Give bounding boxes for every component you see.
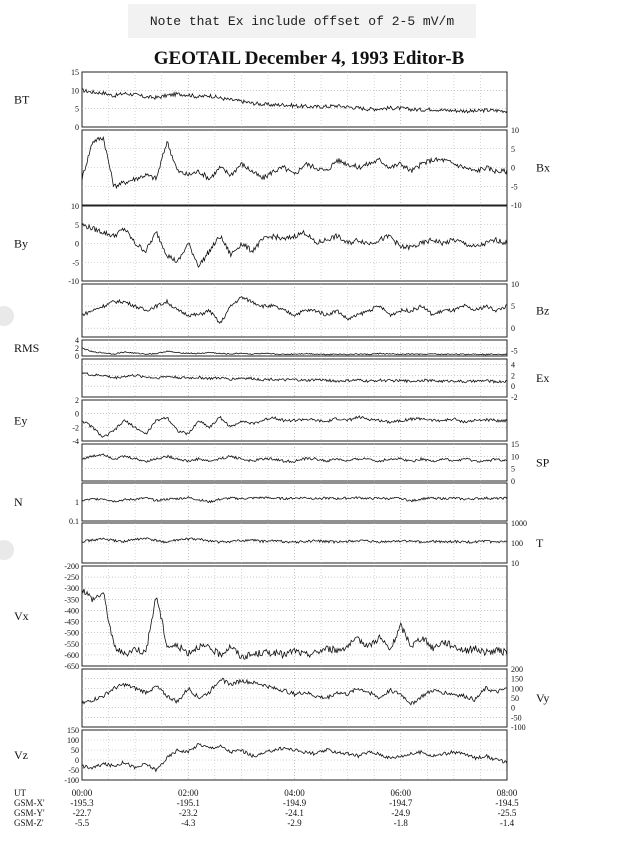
- offset-note: Note that Ex include offset of 2-5 mV/m: [128, 4, 476, 38]
- tick-label-bt: 0: [75, 123, 79, 132]
- x-tick-label: 02:00: [177, 788, 199, 798]
- panel-label-bz: Bz: [536, 303, 550, 318]
- tick-label-n: 0.1: [69, 517, 79, 526]
- tick-label-by: 5: [75, 220, 79, 230]
- footer-row-label: GSM-Z': [14, 818, 44, 828]
- footer-value: -5.5: [74, 818, 90, 828]
- tick-label-bx: 10: [511, 126, 519, 135]
- footer-row-label: GSM-Y': [14, 808, 45, 818]
- panel-bx: [82, 130, 507, 205]
- panel-label-by: By: [14, 236, 29, 251]
- tick-label-bt: 15: [71, 68, 79, 77]
- x-tick-label: 04:00: [284, 788, 305, 798]
- x-tick-label: 00:00: [71, 788, 93, 798]
- tick-label-rms: 0: [75, 352, 79, 361]
- panel-bt: [82, 72, 507, 127]
- tick-label-vz: 150: [67, 726, 79, 735]
- footer-value: -1.4: [499, 818, 515, 828]
- footer-value: -25.5: [497, 808, 517, 818]
- tick-label-sp: 5: [511, 464, 515, 474]
- panel-label-rms: RMS: [14, 341, 40, 355]
- panel-rms: [82, 340, 507, 356]
- tick-label-ey: -4: [72, 437, 79, 446]
- tick-label-t: 10: [511, 559, 519, 568]
- footer-row-label: GSM-X': [14, 798, 45, 808]
- tick-label-vx: -400: [64, 606, 79, 616]
- panel-bz: [82, 284, 507, 337]
- tick-label-sp: 10: [511, 452, 519, 462]
- tick-label-ex: 0: [511, 382, 515, 392]
- tick-label-vx: -250: [64, 573, 79, 583]
- tick-label-bz: 5: [511, 302, 515, 312]
- footer-value: -1.8: [393, 818, 408, 828]
- tick-label-vx: -650: [64, 662, 79, 671]
- footer-value: -23.2: [178, 808, 198, 818]
- tick-label-vx: -500: [64, 628, 79, 638]
- panel-t: [82, 523, 507, 563]
- tick-label-vy: 50: [511, 694, 519, 703]
- x-tick-label: 08:00: [496, 788, 518, 798]
- tick-label-bx: -5: [511, 182, 518, 192]
- series-line-rms: [82, 348, 507, 355]
- tick-label-by: 0: [75, 239, 79, 249]
- tick-label-vy: 0: [511, 703, 515, 713]
- panel-ey: [82, 400, 507, 441]
- panel-vz: [82, 730, 507, 780]
- tick-label-by: -5: [72, 258, 79, 268]
- tick-label-vz: -50: [68, 766, 79, 775]
- series-line-vy: [82, 678, 507, 705]
- tick-label-bx: 0: [511, 163, 515, 173]
- panel-n: [82, 483, 507, 521]
- panel-label-vy: Vy: [536, 691, 550, 705]
- panel-label-vx: Vx: [14, 609, 29, 623]
- series-line-ey: [82, 416, 507, 437]
- tick-label-ex: 4: [511, 360, 515, 370]
- footer-value: -194.7: [389, 798, 413, 808]
- footer-row-label: UT: [14, 788, 26, 798]
- tick-label-vx: -300: [64, 584, 79, 594]
- tick-label-sp: 15: [511, 440, 519, 449]
- footer-value: -4.3: [181, 818, 196, 828]
- tick-label-vz: 0: [75, 756, 79, 765]
- tick-label-bz: -5: [511, 346, 518, 356]
- tick-label-by: -10: [68, 277, 79, 286]
- tick-label-ex: 2: [511, 371, 515, 381]
- panel-label-sp: SP: [536, 455, 550, 470]
- footer-value: -24.9: [391, 808, 411, 818]
- tick-label-t: 100: [511, 539, 523, 548]
- tick-label-bz: 10: [511, 280, 519, 289]
- panel-label-ex: Ex: [536, 371, 550, 385]
- tick-label-vz: -100: [64, 776, 79, 785]
- tick-label-vx: -450: [64, 617, 79, 627]
- tick-label-bt: 10: [71, 86, 79, 96]
- chart-title: GEOTAIL December 4, 1993 Editor-B: [153, 48, 465, 69]
- tick-label-rms: 2: [75, 344, 79, 353]
- tick-label-rms: 4: [75, 336, 79, 345]
- panel-label-ey: Ey: [14, 413, 28, 428]
- series-line-bx: [82, 137, 507, 188]
- tick-label-by: 10: [71, 202, 79, 211]
- tick-label-vx: -600: [64, 650, 79, 660]
- tick-label-vy: 100: [511, 684, 523, 694]
- footer-value: -2.9: [287, 818, 302, 828]
- tick-label-ex: -2: [511, 393, 518, 402]
- series-line-bt: [82, 89, 507, 113]
- footer-value: -194.5: [495, 798, 519, 808]
- tick-label-bx: -10: [511, 201, 522, 210]
- tick-label-vx: -350: [64, 595, 79, 605]
- tick-label-bx: 5: [511, 144, 515, 154]
- tick-label-t: 1000: [511, 519, 527, 528]
- panel-label-n: N: [14, 495, 23, 509]
- panel-ex: [82, 359, 507, 397]
- tick-label-vy: 200: [511, 665, 523, 674]
- panel-label-t: T: [536, 536, 544, 550]
- tick-label-vy: -50: [511, 713, 522, 723]
- tick-label-ey: 0: [75, 409, 79, 419]
- panel-vx: [82, 566, 507, 666]
- tick-label-vx: -550: [64, 639, 79, 649]
- panel-vy: [82, 669, 507, 727]
- tick-label-bt: 5: [75, 104, 79, 114]
- series-line-bz: [82, 297, 507, 323]
- footer-value: -22.7: [72, 808, 92, 818]
- panel-label-bx: Bx: [536, 160, 551, 175]
- panel-label-vz: Vz: [14, 748, 28, 762]
- tick-label-vz: 50: [71, 746, 79, 755]
- tick-label-ey: -2: [72, 423, 79, 433]
- series-line-sp: [82, 454, 507, 463]
- tick-label-vx: -200: [64, 562, 79, 571]
- tick-label-ey: 2: [75, 396, 79, 405]
- tick-label-vz: 100: [67, 736, 79, 745]
- tick-label-n: 1: [75, 498, 79, 507]
- tick-label-vy: 150: [511, 674, 523, 684]
- footer-value: -24.1: [285, 808, 304, 818]
- tick-label-sp: 0: [511, 477, 515, 486]
- footer-value: -194.9: [282, 798, 307, 808]
- tick-label-bz: 0: [511, 324, 515, 334]
- x-tick-label: 06:00: [390, 788, 412, 798]
- panel-by: [82, 206, 507, 281]
- footer-value: -195.1: [176, 798, 200, 808]
- panel-label-bt: BT: [14, 92, 30, 107]
- panel-sp: [82, 444, 507, 481]
- tick-label-vy: -100: [511, 723, 526, 732]
- footer-value: -195.3: [70, 798, 94, 808]
